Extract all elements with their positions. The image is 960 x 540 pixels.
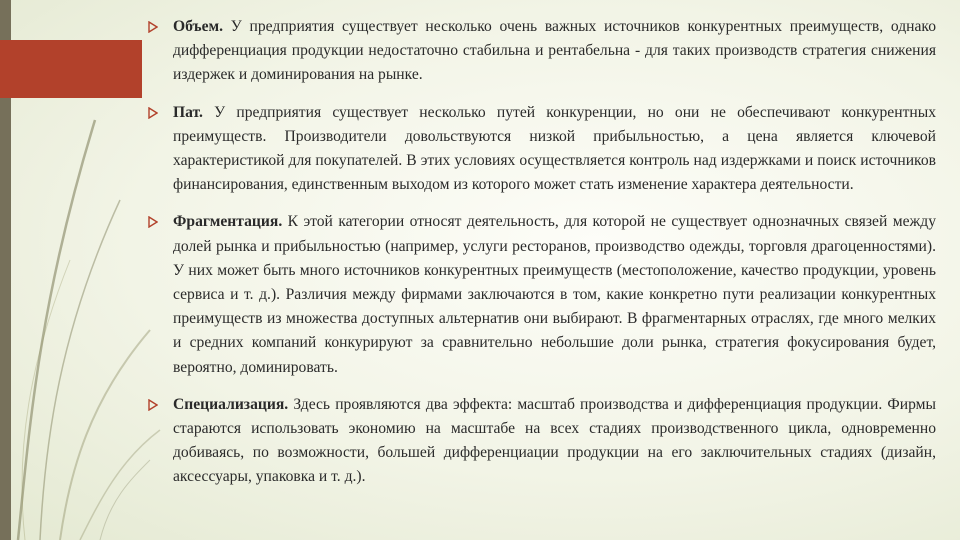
accent-red-tab — [0, 40, 142, 98]
bullet-text: К этой категории относят деятельность, для которой не существует однозначных связей между долей рынка и прибыльностью (например, услуги ресторанов, производство одежды, торговля драгоценностями). У них может быть много источников конкурентных преимуществ (местоположение, качество продукции, уровень сервиса и т. д.). Различия между фирмами заключаются в том, какие конкретно пути реализации конкурентных преимуществ из множества доступных альтернатив они выбирают. В фрагментарных отраслях, где много мелких и средних компаний конкурируют за сравнительно небольшие доли рынка, стратегия фокусирования будет, вероятно, доминировать. — [173, 213, 936, 376]
bullet-text: У предприятия существует несколько путей конкуренции, но они не обеспечивают конкурентных преимуществ. Производители довольствуются низкой прибыльностью, а цена является ключевой характеристикой для покупателей. В этих условиях осуществляется контроль над издержками и поиск источников финансирования, единственным выходом из которого может стать изменение характера деятельности. — [173, 103, 936, 194]
bullet-paragraph — [173, 15, 936, 88]
bullet-item — [148, 15, 936, 88]
bullet-term: Пат. — [173, 103, 203, 121]
bullet-term: Специализация. — [173, 395, 289, 413]
arrow-bullet-icon — [148, 216, 158, 228]
bullet-paragraph — [173, 210, 936, 379]
bullet-item — [148, 101, 936, 198]
arrow-bullet-icon — [148, 107, 158, 119]
bullet-text: Здесь проявляются два эффекта: масштаб производства и дифференциация продукции. Фирмы стараются использовать экономию на масштабе на всех стадиях производственного цикла, одновременно добиваясь, по возможности, большей дифференциации продукции на его заключительных стадиях (дизайн, аксессуары, упаковка и т. д.). — [173, 395, 936, 486]
bullet-text: У предприятия существует несколько очень важных источников конкурентных преимуществ, однако дифференциация продукции недостаточно стабильна и рентабельна - для таких производств стратегия снижения издержек и доминирования на рынке. — [173, 18, 936, 84]
bullet-term: Фрагментация. — [173, 213, 283, 231]
slide-body — [148, 15, 936, 503]
bullet-item — [148, 210, 936, 379]
bullet-paragraph — [173, 101, 936, 198]
bullet-term: Объем. — [173, 18, 224, 35]
arrow-bullet-icon — [148, 21, 158, 33]
arrow-bullet-icon — [148, 399, 158, 411]
bullet-paragraph — [173, 393, 936, 490]
bullet-item — [148, 393, 936, 490]
